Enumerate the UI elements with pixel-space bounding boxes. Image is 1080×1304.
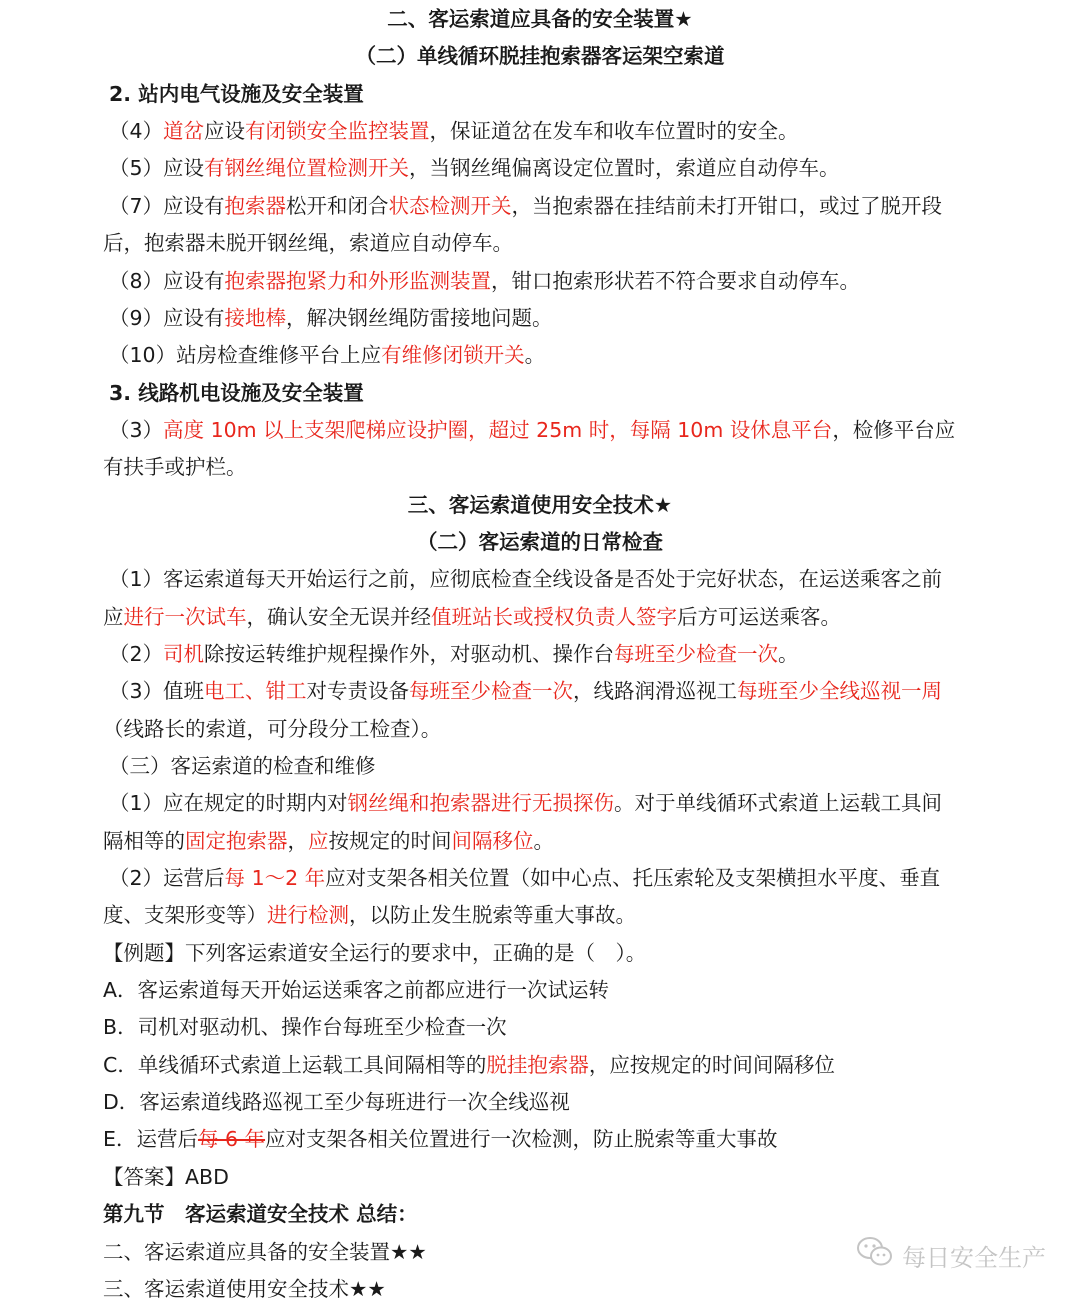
highlight-text: 道岔 bbox=[163, 119, 205, 143]
highlight-text: 钢丝绳和抱索器进行无损探伤 bbox=[347, 791, 615, 815]
text-line bbox=[103, 938, 1040, 968]
highlight-text: 进行检测 bbox=[267, 903, 349, 927]
highlight-text: 每 6 年 bbox=[197, 1127, 266, 1151]
highlight-text: 间隔移位 bbox=[451, 829, 534, 853]
text-segment: 松开和闭合 bbox=[286, 194, 389, 218]
text-line bbox=[103, 1162, 1040, 1192]
text-segment: 。 bbox=[533, 829, 554, 853]
text-segment: （1）客运索道每天开始运行之前，应彻底检查全线设备是否处于完好状态，在运送乘客之前 bbox=[109, 567, 943, 591]
text-line bbox=[0, 490, 1080, 520]
text-segment: （1）应在规定的时期内对 bbox=[109, 791, 348, 815]
text-segment: ，以防止发生脱索等重大事故。 bbox=[349, 903, 636, 927]
text-line bbox=[103, 1199, 1040, 1229]
text-segment: （3） bbox=[109, 418, 164, 442]
text-segment: 第九节 客运索道安全技术 总结： bbox=[103, 1202, 418, 1226]
text-segment: 除按运转维护规程操作外，对驱动机、操作台 bbox=[204, 642, 615, 666]
text-segment: 【答案】ABD bbox=[103, 1165, 229, 1189]
text-segment: （线路长的索道，可分段分工检查）。 bbox=[103, 717, 442, 741]
highlight-text: 脱挂抱索器 bbox=[486, 1053, 589, 1077]
highlight-text: 司机 bbox=[163, 642, 205, 666]
text-line bbox=[103, 751, 1040, 781]
text-line bbox=[0, 41, 1080, 71]
text-line bbox=[103, 676, 1040, 706]
text-segment: E．运营后 bbox=[103, 1127, 198, 1151]
text-segment: （8）应设有 bbox=[109, 269, 225, 293]
highlight-text: 有钢丝绳位置检测开关 bbox=[204, 156, 410, 180]
highlight-text: 高度 10m 以上支架爬梯应设护圈，超过 25m 时，每隔 10m 设休息平台 bbox=[163, 418, 833, 442]
text-segment: 三、客运索道使用安全技术★★ bbox=[103, 1277, 386, 1301]
text-segment: 度、支架形变等） bbox=[103, 903, 267, 927]
text-segment: ，解决钢丝绳防雷接地问题。 bbox=[286, 306, 553, 330]
text-segment: 按规定的时间 bbox=[328, 829, 452, 853]
text-line bbox=[103, 564, 1040, 594]
text-line bbox=[103, 303, 1040, 333]
text-segment: （3）值班 bbox=[109, 679, 205, 703]
text-line bbox=[0, 4, 1080, 34]
text-segment: 。 bbox=[524, 343, 546, 367]
text-segment: （4） bbox=[109, 119, 164, 143]
text-line bbox=[103, 1124, 1040, 1154]
text-segment: ，检修平台应 bbox=[832, 418, 956, 442]
text-line bbox=[103, 863, 1040, 893]
highlight-text: 值班站长或授权负责人签字 bbox=[431, 605, 677, 629]
text-segment: ，当钢丝绳偏离设定位置时，索道应自动停车。 bbox=[409, 156, 840, 180]
text-segment: ， bbox=[287, 829, 308, 853]
highlight-text: 抱索器 bbox=[224, 194, 287, 218]
text-segment: （10）站房检查维修平台上应 bbox=[109, 343, 382, 367]
text-line bbox=[103, 228, 1040, 258]
text-line bbox=[103, 452, 1040, 482]
text-segment: B．司机对驱动机、操作台每班至少检查一次 bbox=[103, 1015, 507, 1039]
highlight-text: 固定抱索器 bbox=[185, 829, 288, 853]
text-line bbox=[103, 826, 1040, 856]
text-segment: （7）应设有 bbox=[109, 194, 225, 218]
text-line bbox=[103, 340, 1040, 370]
text-segment: ，保证道岔在发车和收车位置时的安全。 bbox=[429, 119, 799, 143]
text-segment: 应 bbox=[103, 605, 124, 629]
text-segment: （2）运营后 bbox=[109, 866, 225, 890]
text-segment: 3. 线路机电设施及安全装置 bbox=[109, 381, 364, 405]
text-line bbox=[103, 788, 1040, 818]
text-segment: ，应按规定的时间间隔移位 bbox=[588, 1053, 835, 1077]
text-line bbox=[103, 266, 1040, 296]
text-line bbox=[103, 191, 1040, 221]
wechat-icon bbox=[856, 1236, 894, 1274]
text-segment: 三、客运索道使用安全技术★ bbox=[407, 493, 673, 517]
text-segment: 【例题】下列客运索道安全运行的要求中，正确的是（ ）。 bbox=[103, 941, 647, 965]
text-segment: 后，抱索器未脱开钢丝绳，索道应自动停车。 bbox=[103, 231, 513, 255]
text-line bbox=[103, 116, 1040, 146]
text-line bbox=[103, 378, 1040, 408]
text-segment: ，确认安全无误并经 bbox=[246, 605, 431, 629]
text-line bbox=[103, 639, 1040, 669]
text-segment: 有扶手或护栏。 bbox=[103, 455, 247, 479]
text-line bbox=[0, 527, 1080, 557]
text-segment: （二）单线循环脱挂抱索器客运架空索道 bbox=[355, 44, 725, 68]
text-segment: 。对于单线循环式索道上运载工具间 bbox=[614, 791, 943, 815]
highlight-text: 有维修闭锁开关 bbox=[381, 343, 525, 367]
highlight-text: 每班至少检查一次 bbox=[614, 642, 779, 666]
text-segment: （二）客运索道的日常检查 bbox=[417, 530, 663, 554]
text-line bbox=[103, 602, 1040, 632]
text-segment: （5）应设 bbox=[109, 156, 205, 180]
highlight-text: 进行一次试车 bbox=[123, 605, 247, 629]
highlight-text: 有闭锁安全监控装置 bbox=[245, 119, 430, 143]
highlight-text: 接地棒 bbox=[224, 306, 287, 330]
watermark bbox=[856, 1238, 1046, 1272]
text-segment: （9）应设有 bbox=[109, 306, 225, 330]
highlight-text: 应 bbox=[308, 829, 329, 853]
text-line bbox=[103, 1050, 1040, 1080]
text-line bbox=[103, 975, 1040, 1005]
text-segment: A．客运索道每天开始运送乘客之前都应进行一次试运转 bbox=[103, 978, 610, 1002]
text-segment: 2. 站内电气设施及安全装置 bbox=[109, 82, 364, 106]
text-segment: D．客运索道线路巡视工至少每班进行一次全线巡视 bbox=[103, 1090, 570, 1114]
text-segment: （2） bbox=[109, 642, 164, 666]
text-segment: 应对支架各相关位置（如中心点、托压索轮及支架横担水平度、垂直 bbox=[325, 866, 941, 890]
text-segment: 二、客运索道应具备的安全装置★★ bbox=[103, 1240, 427, 1264]
highlight-text: 电工、钳工 bbox=[204, 679, 307, 703]
text-segment: 。 bbox=[778, 642, 799, 666]
text-line bbox=[103, 79, 1040, 109]
text-segment: ，当抱索器在挂结前未打开钳口，或过了脱开段 bbox=[511, 194, 943, 218]
watermark-text: 每日安全生产 bbox=[902, 1243, 1046, 1272]
text-line bbox=[103, 714, 1040, 744]
text-segment: （三）客运索道的检查和维修 bbox=[109, 754, 376, 778]
text-segment: ，钳口抱索形状若不符合要求自动停车。 bbox=[491, 269, 861, 293]
text-line bbox=[103, 900, 1040, 930]
text-segment: 对专责设备 bbox=[306, 679, 410, 703]
text-segment: ，线路润滑巡视工 bbox=[573, 679, 738, 703]
text-segment: C．单线循环式索道上运载工具间隔相等的 bbox=[103, 1053, 487, 1077]
text-segment: 应对支架各相关位置进行一次检测，防止脱索等重大事故 bbox=[265, 1127, 778, 1151]
text-segment: 二、客运索道应具备的安全装置★ bbox=[387, 7, 693, 31]
text-segment: 隔相等的 bbox=[103, 829, 185, 853]
text-line bbox=[103, 1087, 1040, 1117]
highlight-text: 状态检测开关 bbox=[388, 194, 512, 218]
text-line bbox=[103, 1274, 1040, 1304]
text-segment: 后方可运送乘客。 bbox=[677, 605, 841, 629]
highlight-text: 每 1～2 年 bbox=[224, 866, 326, 890]
text-line bbox=[103, 153, 1040, 183]
highlight-text: 每班至少全线巡视一周 bbox=[737, 679, 943, 703]
text-line bbox=[103, 415, 1040, 445]
text-line bbox=[103, 1012, 1040, 1042]
highlight-text: 每班至少检查一次 bbox=[409, 679, 574, 703]
highlight-text: 抱索器抱紧力和外形监测装置 bbox=[224, 269, 492, 293]
text-segment: 应设 bbox=[204, 119, 246, 143]
